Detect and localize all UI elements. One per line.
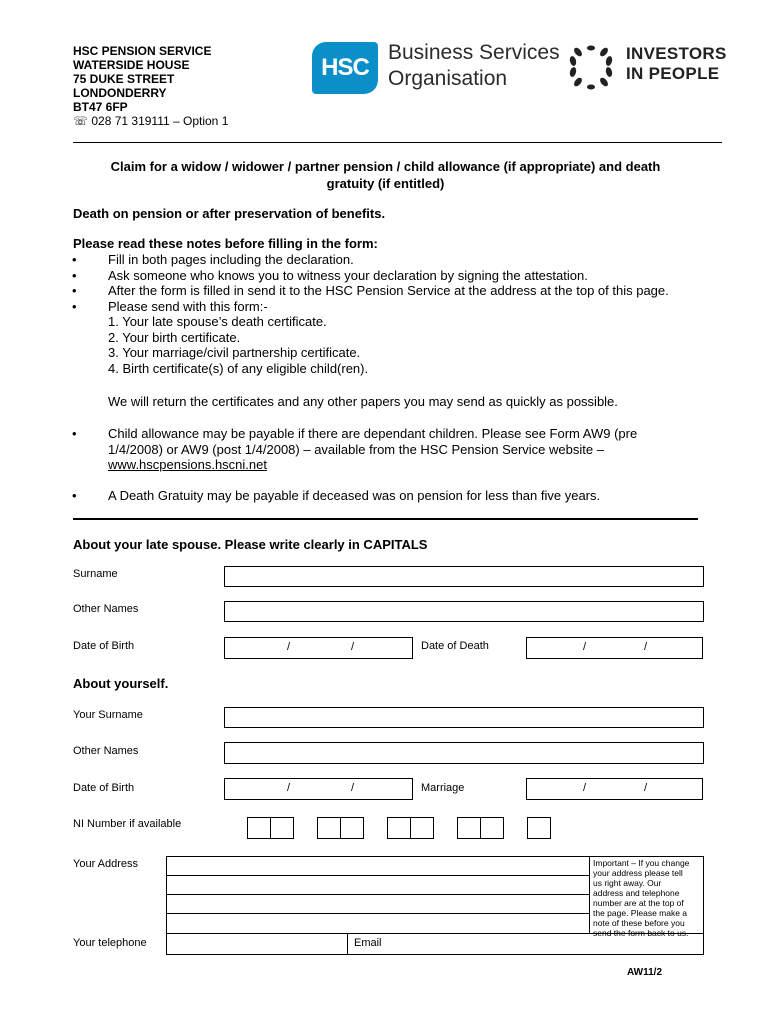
self-other-names-field[interactable] (224, 742, 704, 764)
address-line-field[interactable] (166, 875, 590, 895)
form-subtitle: Death on pension or after preservation of benefits. (73, 206, 386, 221)
spouse-dod-label: Date of Death (421, 640, 489, 652)
iip-logo-text (626, 44, 727, 84)
list-item: • After the form is filled in send it to the HSC Pension Service at the address at the top of this page. (72, 283, 669, 298)
self-other-names-label: Other Names (73, 745, 139, 757)
ni-char-box[interactable] (527, 817, 551, 839)
date-separator: / (644, 782, 648, 794)
hsc-logo-text: HSC (321, 54, 369, 81)
telephone-label: Your telephone (73, 937, 147, 949)
list-item: • Ask someone who knows you to witness your declaration by signing the attestation. (72, 267, 588, 283)
bso-logo-text (388, 40, 560, 92)
spouse-dob-label: Date of Birth (73, 640, 135, 652)
phone-line (73, 114, 228, 128)
bullet-icon: • (72, 283, 77, 298)
marriage-label: Marriage (421, 782, 465, 794)
title-line: gratuity (if entitled) (326, 176, 445, 191)
address-line: HSC PENSION SERVICE (73, 44, 212, 58)
address-line-field[interactable] (166, 894, 590, 914)
address-line: 75 DUKE STREET (73, 72, 175, 86)
notes-bullet-list (72, 252, 669, 376)
address-line: BT47 6FP (73, 100, 128, 114)
marriage-date-field[interactable] (526, 778, 703, 800)
enclosure-item: 1. Your late spouse’s death certificate. (108, 314, 327, 329)
bso-line1: Business Services (388, 41, 560, 64)
ni-char-box[interactable] (247, 817, 271, 839)
date-separator: / (644, 641, 648, 653)
ni-char-box[interactable] (387, 817, 411, 839)
ni-char-box[interactable] (457, 817, 481, 839)
phone-number: 028 71 319111 – Option 1 (91, 114, 229, 128)
spouse-dob-field[interactable] (224, 637, 413, 659)
return-note: We will return the certificates and any other papers you may send as quickly as possible. (108, 394, 618, 409)
ni-char-box[interactable] (410, 817, 434, 839)
enclosure-item: 2. Your birth certificate. (108, 329, 241, 345)
date-separator: / (583, 641, 587, 653)
sender-address (73, 44, 228, 128)
bullet-icon: • (72, 488, 77, 503)
list-item: • Please send with this form:- (72, 298, 268, 314)
ni-char-box[interactable] (340, 817, 364, 839)
spouse-surname-field[interactable] (224, 566, 704, 587)
iip-line1: INVESTORS (626, 44, 727, 63)
investors-in-people-laurel-icon (566, 42, 616, 92)
address-label: Your Address (73, 858, 139, 870)
date-separator: / (287, 641, 291, 653)
self-surname-label: Your Surname (73, 709, 143, 721)
ni-char-box[interactable] (270, 817, 294, 839)
iip-line2: IN PEOPLE (626, 64, 720, 83)
ni-char-box[interactable] (480, 817, 504, 839)
hsc-logo (312, 42, 378, 94)
bullet-icon: • (72, 298, 77, 314)
bullet-icon: • (72, 252, 77, 267)
important-note: Important – If you change your address please tell us right away. Our address and telephone number are at the top of the page. Please make a note of these before you send the form back to us. (593, 858, 690, 938)
address-line-field[interactable] (166, 856, 590, 876)
section-divider (73, 518, 698, 520)
bullet-icon: • (72, 267, 77, 283)
important-note-box (589, 856, 704, 938)
ni-number-label: NI Number if available (73, 818, 182, 830)
date-separator: / (351, 782, 355, 794)
form-code: AW11/2 (627, 967, 663, 978)
spouse-heading: About your late spouse. Please write clearly in CAPITALS (73, 537, 428, 552)
bullet-icon: • (72, 426, 77, 441)
form-title (73, 158, 698, 192)
notes-heading: Please read these notes before filling in the form: (73, 236, 378, 251)
spouse-other-names-field[interactable] (224, 601, 704, 622)
list-item: • Fill in both pages including the declaration. (72, 252, 354, 267)
spouse-other-names-label: Other Names (73, 603, 139, 615)
date-separator: / (351, 641, 355, 653)
bso-line2: Organisation (388, 67, 508, 90)
child-allowance-note: • Child allowance may be payable if there are dependant children. Please see Form AW9 (pre 1/4/2008) or AW9 (post 1/4/2008) – available from the HSC Pension Service website – www.hscpensions.hscni.net (72, 426, 638, 472)
self-heading: About yourself. (73, 676, 169, 691)
spouse-dod-field[interactable] (526, 637, 703, 659)
telephone-field[interactable] (166, 933, 348, 955)
address-line: LONDONDERRY (73, 86, 167, 100)
date-separator: / (583, 782, 587, 794)
self-surname-field[interactable] (224, 707, 704, 728)
date-separator: / (287, 782, 291, 794)
self-dob-label: Date of Birth (73, 782, 135, 794)
address-line-field[interactable] (166, 913, 590, 934)
email-label: Email (354, 937, 382, 949)
ni-char-box[interactable] (317, 817, 341, 839)
gratuity-note: • A Death Gratuity may be payable if deceased was on pension for less than five years. (72, 488, 601, 503)
self-dob-field[interactable] (224, 778, 413, 800)
enclosure-item: 3. Your marriage/civil partnership certificate. (108, 345, 361, 360)
spouse-surname-label: Surname (73, 568, 118, 580)
address-line: WATERSIDE HOUSE (73, 58, 190, 72)
website-link[interactable]: www.hscpensions.hscni.net (108, 457, 267, 472)
title-line: Claim for a widow / widower / partner pension / child allowance (if appropriate) and death (110, 159, 661, 174)
telephone-icon: ☏ (73, 114, 89, 128)
enclosure-item: 4. Birth certificate(s) of any eligible child(ren). (108, 360, 369, 376)
header-divider (73, 142, 722, 143)
